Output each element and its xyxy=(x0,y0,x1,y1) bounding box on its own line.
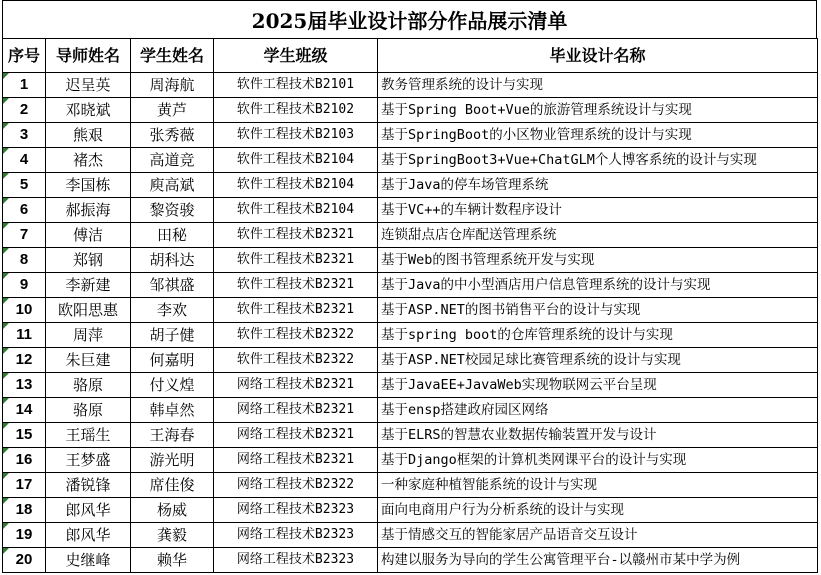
table-row xyxy=(3,448,818,473)
table-row xyxy=(3,398,818,423)
cell-student[interactable]: 赖华 xyxy=(131,548,214,573)
cell-student[interactable]: 席佳俊 xyxy=(131,473,214,498)
table-row xyxy=(3,298,818,323)
cell-advisor[interactable]: 郑钢 xyxy=(46,248,131,273)
cell-class[interactable]: 软件工程技术B2102 xyxy=(214,98,378,123)
cell-index[interactable]: 12 xyxy=(3,348,46,373)
cell-project[interactable]: 一种家庭种植智能系统的设计与实现 xyxy=(378,473,818,498)
cell-advisor[interactable]: 迟呈英 xyxy=(46,73,131,98)
cell-class[interactable]: 软件工程技术B2101 xyxy=(214,73,378,98)
cell-student[interactable]: 田秘 xyxy=(131,223,214,248)
cell-student[interactable]: 何嘉明 xyxy=(131,348,214,373)
sheet-title: 2025届毕业设计部分作品展示清单 xyxy=(2,0,817,38)
cell-advisor[interactable]: 郝振海 xyxy=(46,198,131,223)
cell-class[interactable]: 网络工程技术B2321 xyxy=(214,448,378,473)
table-row xyxy=(3,548,818,573)
cell-advisor[interactable]: 王瑶生 xyxy=(46,423,131,448)
cell-class[interactable]: 网络工程技术B2321 xyxy=(214,423,378,448)
cell-student[interactable]: 付义煌 xyxy=(131,373,214,398)
cell-index[interactable]: 14 xyxy=(3,398,46,423)
cell-advisor[interactable]: 王梦盛 xyxy=(46,448,131,473)
table-row xyxy=(3,348,818,373)
cell-project[interactable]: 基于VC++的车辆计数程序设计 xyxy=(378,198,818,223)
cell-index[interactable]: 4 xyxy=(3,148,46,173)
cell-student[interactable]: 黎资骏 xyxy=(131,198,214,223)
cell-advisor[interactable]: 骆原 xyxy=(46,398,131,423)
table-row xyxy=(3,73,818,98)
cell-index[interactable]: 1 xyxy=(3,73,46,98)
cell-student[interactable]: 高道竞 xyxy=(131,148,214,173)
cell-advisor[interactable]: 郎风华 xyxy=(46,523,131,548)
cell-project[interactable]: 基于ASP.NET校园足球比赛管理系统的设计与实现 xyxy=(378,348,818,373)
cell-student[interactable]: 韩卓然 xyxy=(131,398,214,423)
cell-index[interactable]: 3 xyxy=(3,123,46,148)
cell-advisor[interactable]: 史继峰 xyxy=(46,548,131,573)
cell-student[interactable]: 胡科达 xyxy=(131,248,214,273)
cell-student[interactable]: 游光明 xyxy=(131,448,214,473)
cell-student[interactable]: 周海航 xyxy=(131,73,214,98)
cell-class[interactable]: 软件工程技术B2322 xyxy=(214,348,378,373)
cell-class[interactable]: 软件工程技术B2321 xyxy=(214,298,378,323)
cell-class[interactable]: 网络工程技术B2323 xyxy=(214,548,378,573)
cell-class[interactable]: 软件工程技术B2104 xyxy=(214,198,378,223)
cell-student[interactable]: 黄芦 xyxy=(131,98,214,123)
cell-project[interactable]: 基于SpringBoot3+Vue+ChatGLM个人博客系统的设计与实现 xyxy=(378,148,818,173)
cell-class[interactable]: 软件工程技术B2321 xyxy=(214,273,378,298)
cell-index[interactable]: 9 xyxy=(3,273,46,298)
cell-class[interactable]: 软件工程技术B2103 xyxy=(214,123,378,148)
table-row xyxy=(3,373,818,398)
cell-student[interactable]: 龚毅 xyxy=(131,523,214,548)
table-row xyxy=(3,248,818,273)
table-row xyxy=(3,148,818,173)
cell-student[interactable]: 杨威 xyxy=(131,498,214,523)
cell-class[interactable]: 网络工程技术B2323 xyxy=(214,523,378,548)
cell-index[interactable]: 19 xyxy=(3,523,46,548)
header-project: 毕业设计名称 xyxy=(378,39,818,73)
cell-advisor[interactable]: 李新建 xyxy=(46,273,131,298)
cell-advisor[interactable]: 潘锐锋 xyxy=(46,473,131,498)
cell-student[interactable]: 李欢 xyxy=(131,298,214,323)
cell-advisor[interactable]: 褚杰 xyxy=(46,148,131,173)
cell-class[interactable]: 软件工程技术B2104 xyxy=(214,148,378,173)
cell-class[interactable]: 网络工程技术B2321 xyxy=(214,373,378,398)
cell-student[interactable]: 张秀薇 xyxy=(131,123,214,148)
cell-project[interactable]: 基于JavaEE+JavaWeb实现物联网云平台呈现 xyxy=(378,373,818,398)
cell-project[interactable]: 连锁甜点店仓库配送管理系统 xyxy=(378,223,818,248)
cell-project[interactable]: 基于ASP.NET的图书销售平台的设计与实现 xyxy=(378,298,818,323)
table-row xyxy=(3,98,818,123)
cell-project[interactable]: 基于情感交互的智能家居产品语音交互设计 xyxy=(378,523,818,548)
cell-project[interactable]: 面向电商用户行为分析系统的设计与实现 xyxy=(378,498,818,523)
cell-advisor[interactable]: 傅洁 xyxy=(46,223,131,248)
cell-student[interactable]: 胡子健 xyxy=(131,323,214,348)
cell-advisor[interactable]: 欧阳思惠 xyxy=(46,298,131,323)
cell-class[interactable]: 软件工程技术B2321 xyxy=(214,248,378,273)
table-row xyxy=(3,473,818,498)
cell-class[interactable]: 软件工程技术B2104 xyxy=(214,173,378,198)
cell-project[interactable]: 基于Web的图书管理系统开发与实现 xyxy=(378,248,818,273)
cell-project[interactable]: 基于ensp搭建政府园区网络 xyxy=(378,398,818,423)
cell-index[interactable]: 6 xyxy=(3,198,46,223)
table-row xyxy=(3,198,818,223)
header-row xyxy=(3,39,818,73)
table-row xyxy=(3,223,818,248)
cell-student[interactable]: 庾高斌 xyxy=(131,173,214,198)
cell-index[interactable]: 20 xyxy=(3,548,46,573)
cell-advisor[interactable]: 朱巨建 xyxy=(46,348,131,373)
table-row xyxy=(3,323,818,348)
cell-advisor[interactable]: 骆原 xyxy=(46,373,131,398)
cell-index[interactable]: 7 xyxy=(3,223,46,248)
cell-class[interactable]: 软件工程技术B2322 xyxy=(214,323,378,348)
cell-index[interactable]: 2 xyxy=(3,98,46,123)
cell-index[interactable]: 10 xyxy=(3,298,46,323)
cell-index[interactable]: 17 xyxy=(3,473,46,498)
header-index: 序号 xyxy=(3,39,46,73)
cell-project[interactable]: 教务管理系统的设计与实现 xyxy=(378,73,818,98)
cell-index[interactable]: 15 xyxy=(3,423,46,448)
cell-student[interactable]: 邹祺盛 xyxy=(131,273,214,298)
cell-class[interactable]: 网络工程技术B2323 xyxy=(214,498,378,523)
cell-project[interactable]: 构建以服务为导向的学生公寓管理平台-以赣州市某中学为例 xyxy=(378,548,818,573)
cell-class[interactable]: 网络工程技术B2321 xyxy=(214,398,378,423)
table-row xyxy=(3,273,818,298)
header-student: 学生姓名 xyxy=(131,39,214,73)
cell-advisor[interactable]: 李国栋 xyxy=(46,173,131,198)
cell-project[interactable]: 基于ELRS的智慧农业数据传输装置开发与设计 xyxy=(378,423,818,448)
table-row xyxy=(3,498,818,523)
cell-project[interactable]: 基于spring boot的仓库管理系统的设计与实现 xyxy=(378,323,818,348)
cell-index[interactable]: 5 xyxy=(3,173,46,198)
header-advisor: 导师姓名 xyxy=(46,39,131,73)
cell-advisor[interactable]: 周萍 xyxy=(46,323,131,348)
header-class: 学生班级 xyxy=(214,39,378,73)
cell-class[interactable]: 网络工程技术B2322 xyxy=(214,473,378,498)
table-row xyxy=(3,173,818,198)
table-row xyxy=(3,523,818,548)
cell-project[interactable]: 基于Java的中小型酒店用户信息管理系统的设计与实现 xyxy=(378,273,818,298)
cell-project[interactable]: 基于Spring Boot+Vue的旅游管理系统设计与实现 xyxy=(378,98,818,123)
cell-advisor[interactable]: 熊艰 xyxy=(46,123,131,148)
cell-index[interactable]: 16 xyxy=(3,448,46,473)
cell-student[interactable]: 王海春 xyxy=(131,423,214,448)
cell-advisor[interactable]: 郎风华 xyxy=(46,498,131,523)
cell-index[interactable]: 13 xyxy=(3,373,46,398)
cell-index[interactable]: 8 xyxy=(3,248,46,273)
table-row xyxy=(3,123,818,148)
table-row xyxy=(3,423,818,448)
cell-index[interactable]: 18 xyxy=(3,498,46,523)
cell-project[interactable]: 基于SpringBoot的小区物业管理系统的设计与实现 xyxy=(378,123,818,148)
project-list-table xyxy=(2,38,818,573)
cell-class[interactable]: 软件工程技术B2321 xyxy=(214,223,378,248)
cell-project[interactable]: 基于Django框架的计算机类网课平台的设计与实现 xyxy=(378,448,818,473)
cell-advisor[interactable]: 邓晓斌 xyxy=(46,98,131,123)
cell-project[interactable]: 基于Java的停车场管理系统 xyxy=(378,173,818,198)
cell-index[interactable]: 11 xyxy=(3,323,46,348)
